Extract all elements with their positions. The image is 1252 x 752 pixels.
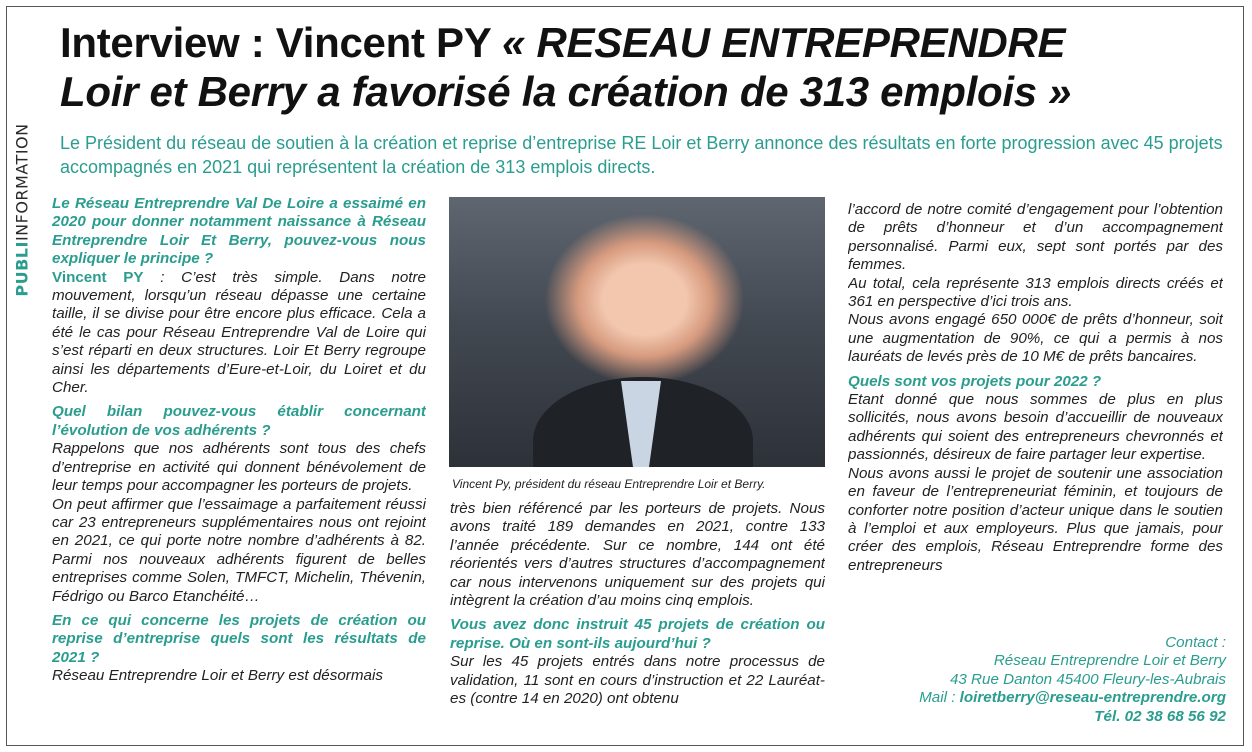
column-3 bbox=[848, 201, 1223, 631]
answer-1-text: : C’est très simple. Dans notre mouvement, lorsqu’un réseau dépasse une certaine taille, il se divise pour être encore plus efficace. Cela a été le cas pour Réseau Entreprendre Val de Loire qui s’est réparti en deux structures. Loir Et Berry regroupe ainsi les départements d’Eure-et-Loir, du Loiret et du Cher. bbox=[52, 268, 426, 397]
contact-mail-line bbox=[866, 689, 1226, 707]
publi-label: PUBLI bbox=[12, 241, 32, 297]
answer-4: Sur les 45 projets entrés dans notre processus de validation, 11 sont en cours d’instruction et 22 Lauréat-es (contre 14 en 2020) ont obtenu bbox=[450, 653, 825, 708]
photo-caption: Vincent Py, président du réseau Entreprendre Loir et Berry. bbox=[452, 477, 766, 491]
answer-2a: Rappelons que nos adhérents sont tous des chefs d’entreprise en activité qui donnent bénévolement de leur temps pour accompagner les porteurs de projets. bbox=[52, 440, 426, 495]
publi-information-label bbox=[13, 123, 32, 296]
title-italic: « RESEAU ENTREPRENDRE bbox=[502, 19, 1066, 66]
answer-3-continued: très bien référencé par les porteurs de projets. Nous avons traité 189 demandes en 2021, contre 133 l’année précédente. Sur ce nombre, 144 ont été réorientés vers d’autres structures d’accompagnement car nous intervenons uniquement sur des projets qui intègrent la création d’au moins cinq emplois. bbox=[450, 500, 825, 610]
answer-4-continued: l’accord de notre comité d’engagement pour l’obtention de prêts d’honneur et d’un accompagnement personnalisé. Parmi eux, sept sont portés par des femmes. bbox=[848, 201, 1223, 274]
question-4: Vous avez donc instruit 45 projets de création ou reprise. Où en sont-ils aujourd’hui ? bbox=[450, 616, 825, 652]
contact-label: Contact : bbox=[1165, 634, 1226, 651]
question-5: Quels sont vos projets pour 2022 ? bbox=[848, 372, 1102, 390]
answer-5b: Nous avons aussi le projet de soutenir une association en faveur de l’entrepreneuriat féminin, et toujours de conforter notre position d’acteur unique dans le soutien à l’emploi et aux employeurs. Plus que jamais, pour créer des emplois, Réseau Entreprendre forme des entrepreneurs bbox=[848, 464, 1223, 574]
contact-mail-label: Mail : bbox=[919, 689, 960, 707]
contact-email-link[interactable]: loiretberry@reseau-entreprendre.org bbox=[959, 689, 1226, 707]
answer-3: Réseau Entreprendre Loir et Berry est désormais bbox=[52, 667, 383, 685]
speaker-name: Vincent PY bbox=[52, 268, 144, 286]
publi-information-tag bbox=[10, 90, 34, 330]
contact-address: 43 Rue Danton 45400 Fleury-les-Aubrais bbox=[949, 670, 1226, 688]
column-2 bbox=[450, 500, 825, 745]
answer-2b: On peut affirmer que l’essaimage a parfaitement réussi car 23 entrepreneurs supplémentaires nous ont rejoint en 2021, ce qui porte notre nombre d’adhérents à 82. Parmi nos nouveaux adhérents figurent de belles entreprises comme Solen, TMFCT, Michelin, Thévenin, Fédrigo ou Barco Etanchéité… bbox=[52, 495, 426, 605]
title-line-2: Loir et Berry a favorisé la création de 313 emplois » bbox=[60, 68, 1072, 115]
column-1 bbox=[52, 195, 426, 743]
article-title bbox=[60, 18, 1240, 116]
question-1: Le Réseau Entreprendre Val De Loire a essaimé en 2020 pour donner notamment naissance à Réseau Entreprendre Loir Et Berry, pouvez-vous nous expliquer le principe ? bbox=[52, 195, 426, 268]
answer-4b: Au total, cela représente 313 emplois directs créés et 361 en perspective d’ici trois ans. bbox=[848, 274, 1223, 311]
answer-1 bbox=[52, 269, 426, 398]
title-line-1 bbox=[60, 18, 1240, 67]
question-2: Quel bilan pouvez-vous établir concernant l’évolution de vos adhérents ? bbox=[52, 403, 426, 439]
portrait-photo bbox=[449, 197, 825, 467]
contact-phone: Tél. 02 38 68 56 92 bbox=[1094, 707, 1226, 725]
contact-organization: Réseau Entreprendre Loir et Berry bbox=[993, 652, 1226, 670]
information-label: INFORMATION bbox=[12, 123, 32, 242]
title-plain: Interview : Vincent PY bbox=[60, 19, 503, 66]
question-3: En ce qui concerne les projets de création ou reprise d’entreprise quels sont les résultats de 2021 ? bbox=[52, 611, 426, 666]
answer-4c: Nous avons engagé 650 000€ de prêts d’honneur, soit une augmentation de 90%, ce qui a permis à nos lauréats de levés près de 10 M€ de prêts bancaires. bbox=[848, 311, 1223, 366]
lead-paragraph: Le Président du réseau de soutien à la création et reprise d’entreprise RE Loir et Berry annonce des résultats en forte progression avec 45 projets accompagnés en 2021 qui représentent la création de 313 emplois directs. bbox=[60, 133, 1223, 177]
contact-block bbox=[866, 634, 1226, 726]
answer-5a: Etant donné que nous sommes de plus en plus sollicités, nous avons besoin d’accueillir de nouveaux adhérents qui soient des entrepreneurs chevronnés et passionnés, désireux de faire partager leur expertise. bbox=[848, 391, 1223, 464]
